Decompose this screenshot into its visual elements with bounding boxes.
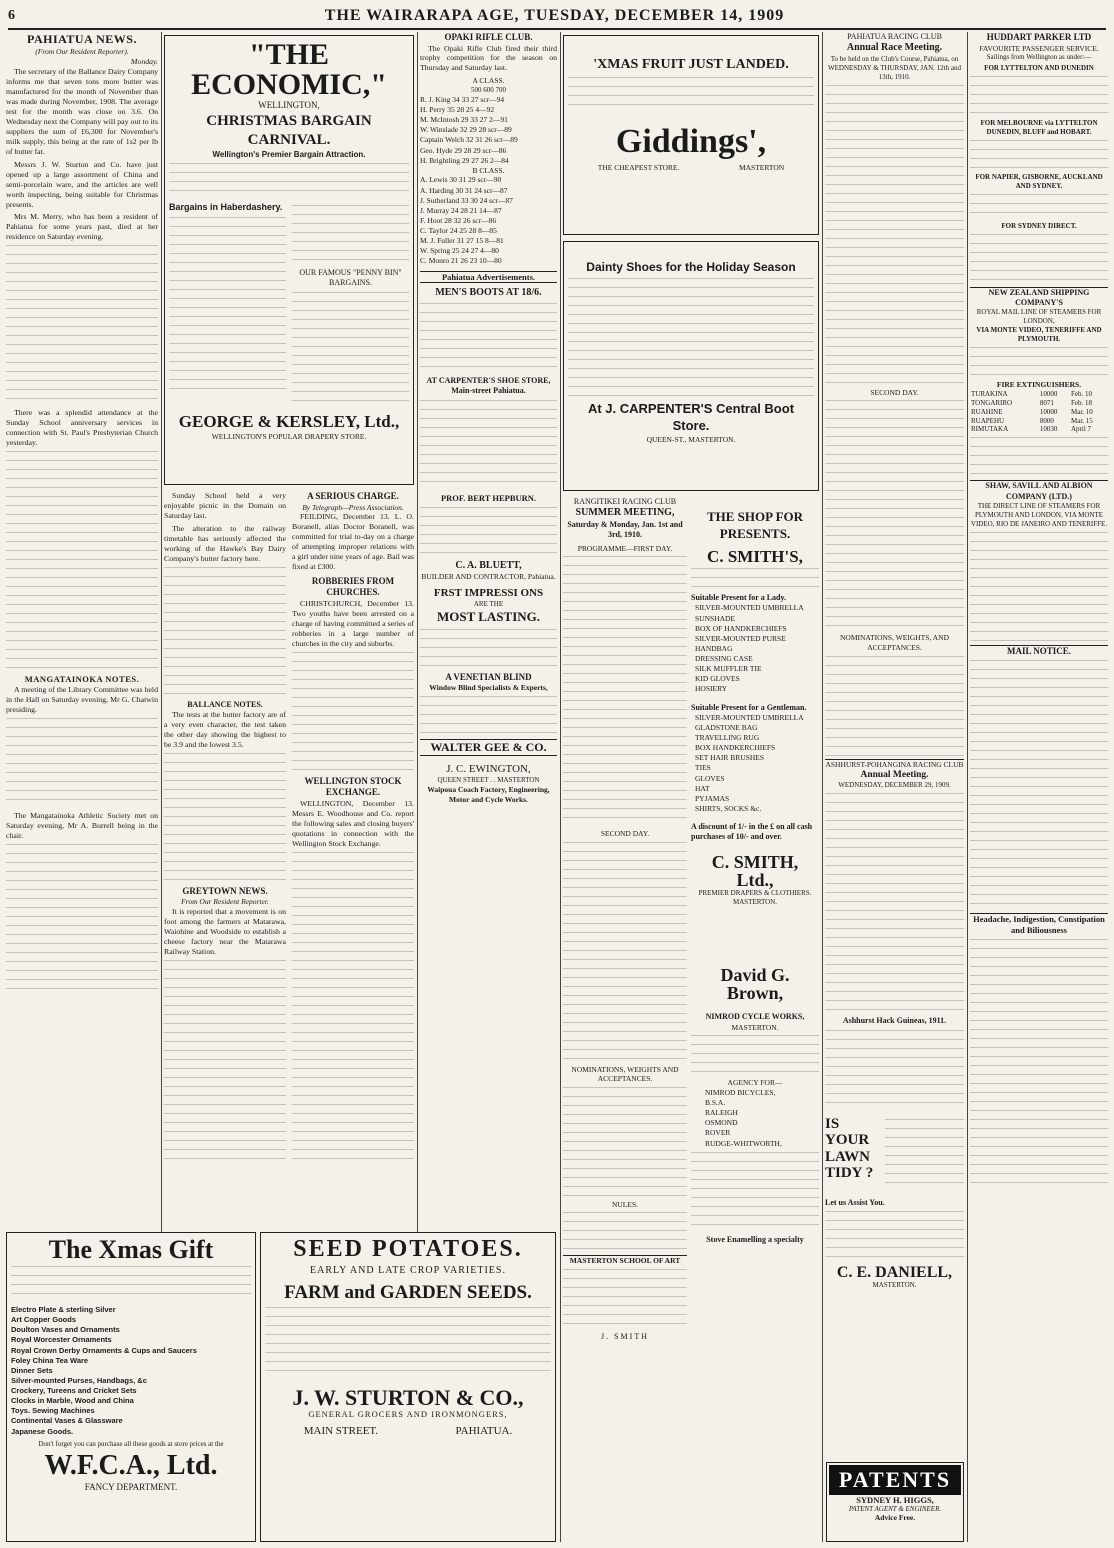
score-row: H. Brightling 29 27 26 2—84	[420, 155, 509, 165]
text-block	[825, 85, 964, 385]
ship-tons: 10000	[1039, 407, 1058, 416]
score-row: A. Lewis 30 31 29 scr—90	[420, 175, 502, 185]
column-3	[420, 32, 557, 1230]
article-paragraph: The Opaki Rifle Club fired their third trophy competition for the season on Thursday and Saturday last.	[420, 43, 557, 73]
article-paragraph: It is reported that a movement is on foot among the farmers at Matarawa, Waiohine and Woodside to establish a cheese factory near the Matarawa Railway Station.	[164, 907, 286, 956]
monte-video-line: VIA MONTE VIDEO, TENERIFFE AND PLYMOUTH.	[976, 326, 1102, 344]
text-block	[6, 451, 158, 671]
shaw-savill-line: THE DIRECT LINE OF STEAMERS FOR PLYMOUTH AND LONDON, VIA MONTE VIDEO, RIO DE JANEIRO AND TENERIFFE.	[970, 501, 1108, 528]
column-7	[970, 32, 1108, 1542]
list-item: GLADSTONE BAG	[695, 722, 758, 732]
article-paragraph: WELLINGTON, December 13. Messrs E. Woodhouse and Co. report the following sales and closing buyers' quotations in connection with the Wellington Stock Exchange.	[292, 798, 414, 848]
daniell-town: MASTERTON.	[872, 1280, 917, 1289]
ship-date: Mar. 10	[1071, 407, 1093, 416]
ashhurst-cup: Ashhurst Hack Guineas, 1911.	[842, 1016, 947, 1026]
text-block	[970, 194, 1108, 219]
text-block	[563, 1212, 687, 1252]
lawn-line-4: TIDY ?	[825, 1165, 874, 1182]
list-item: SET HAIR BRUSHES	[695, 753, 765, 763]
dateline: Monday.	[130, 56, 158, 66]
score-row: A. Harding 30 31 24 scr—87	[420, 185, 508, 195]
ashhurst-date: WEDNESDAY, DECEMBER 29, 1909.	[838, 781, 951, 790]
list-item: Art Copper Goods	[11, 1315, 76, 1325]
ship-tons: 10000	[1039, 389, 1058, 398]
seed-potatoes-title: SEED POTATOES.	[293, 1236, 523, 1262]
royal-mail-line: ROYAL MAIL LINE OF STEAMERS FOR LONDON,	[976, 308, 1102, 326]
text-block	[292, 652, 414, 772]
text-block	[169, 217, 286, 397]
carnival-title: CHRISTMAS BARGAIN CARNIVAL.	[206, 112, 372, 148]
list-item: SHIRTS, SOCKS &c.	[695, 803, 762, 813]
masthead	[8, 4, 1106, 30]
text-block	[6, 245, 158, 405]
giddings-title: Giddings',	[615, 122, 767, 160]
lyttelton-heading: FOR LYTTELTON AND DUNEDIN	[984, 64, 1094, 73]
text-block	[563, 842, 687, 1062]
text-block	[970, 939, 1108, 1189]
table-row	[970, 425, 1108, 434]
score-row: R. J. King 34 33 27 scr—94	[420, 94, 505, 104]
text-block	[292, 205, 409, 265]
sydney-heading: FOR SYDNEY DIRECT.	[1001, 221, 1077, 230]
text-block	[825, 656, 964, 756]
carpenter-address: QUEEN-ST., MASTERTON.	[646, 434, 736, 444]
seed-potatoes-advert	[260, 1232, 556, 1542]
list-item: HAT	[695, 783, 710, 793]
nz-shipping-heading: NEW ZEALAND SHIPPING COMPANY'S	[970, 287, 1108, 308]
impressions-line-2: ARE THE	[473, 600, 504, 609]
list-item: KID GLOVES	[695, 674, 740, 684]
text-block	[292, 292, 409, 402]
nominations-heading: NOMINATIONS, WEIGHTS AND ACCEPTANCES.	[571, 1064, 679, 1084]
text-block	[420, 400, 557, 490]
table-row	[970, 417, 1108, 426]
class-a-heading: A CLASS.	[472, 76, 505, 86]
ship-name: RIMUTAKA	[971, 425, 1009, 434]
score-row: Captain Welch 32 31 26 scr—89	[420, 135, 518, 145]
economic-tagline: Wellington's Premier Bargain Attraction.	[212, 149, 366, 159]
text-block	[164, 753, 286, 883]
newspaper-title: THE WAIRARAPA AGE, TUESDAY, DECEMBER 14, 1909	[324, 7, 785, 24]
class-b-scores	[420, 175, 557, 266]
column-2a	[164, 491, 286, 1226]
text-block	[825, 793, 964, 1013]
impressions-line-3: MOST LASTING.	[436, 609, 541, 624]
george-kersley-title: GEORGE & KERSLEY, Ltd.,	[178, 411, 400, 431]
bluett-subtitle: BUILDER AND CONTRACTOR, Pahiatua.	[421, 572, 556, 582]
summer-meeting-heading: SUMMER MEETING,	[575, 507, 675, 519]
annual-race-dates: To be held on the Club's Course, Pahiatua, on WEDNESDAY & THURSDAY, JAN. 12th and 13th, 1910.	[828, 55, 961, 81]
article-paragraph: There was a splendid attendance at the Sunday School anniversary services in connection with St. Paul's Presbyterian Church yesterday.	[6, 408, 158, 448]
nimrod-works: NIMROD CYCLE WORKS,	[705, 1012, 805, 1022]
lawn-line-1: IS	[825, 1115, 840, 1132]
text-block	[825, 400, 964, 630]
sturton-title: J. W. STURTON & CO.,	[292, 1385, 524, 1410]
text-block	[970, 76, 1108, 116]
article-paragraph: Mrs M. Merry, who has been a resident of Pahiatua for some years past, died at her residence on Saturday evening.	[6, 212, 158, 242]
score-row: F. Hoot 28 32 26 scr—86	[420, 215, 497, 225]
school-of-art-heading: MASTERTON SCHOOL OF ART	[563, 1255, 687, 1266]
list-item: DRESSING CASE	[695, 654, 753, 664]
lawn-line-2: YOUR	[825, 1132, 870, 1149]
mail-notice-heading: MAIL NOTICE.	[970, 645, 1108, 658]
annual-race-heading: Annual Race Meeting.	[846, 42, 943, 54]
text-block	[825, 1211, 964, 1261]
xmas-gift-note: Don't forget you can purchase all these goods at store prices at the	[38, 1439, 224, 1448]
list-item: TIES	[695, 763, 711, 773]
text-block	[420, 696, 557, 736]
j-smith-signature: J. SMITH	[600, 1332, 649, 1342]
lawn-heading	[825, 1116, 881, 1192]
article-paragraph: The tests at the butter factory are of a very even character, the test taken the other day showing the highest to be 3.9 and the lowest 3.5.	[164, 710, 286, 749]
stock-heading: WELLINGTON STOCK EXCHANGE.	[304, 775, 402, 798]
page-number: 6	[8, 8, 15, 23]
text-block	[970, 660, 1108, 910]
carpenter-shoe-store: AT CARPENTER'S SHOE STORE, Main-street Pahiatua.	[426, 376, 551, 396]
ashhurst-heading: ASHHURST-POHANGINA RACING CLUB	[825, 759, 964, 769]
list-item: Royal Worcester Ornaments	[11, 1335, 112, 1345]
text-block	[169, 163, 409, 199]
score-row: W. Winslade 32 29 28 scr—89	[420, 125, 512, 135]
score-row: J. Murray 24 28 21 14—87	[420, 205, 502, 215]
shaw-savill-heading: SHAW, SAVILL AND ALBION COMPANY (LTD.)	[970, 480, 1108, 501]
scores-header: 500 600 700	[471, 86, 506, 95]
list-item: TRAVELLING RUG	[695, 733, 760, 743]
huddart-heading: HUDDART PARKER LTD	[986, 32, 1092, 42]
list-item: Japanese Goods.	[11, 1426, 74, 1436]
list-item: OSMOND	[705, 1118, 738, 1128]
column-6	[825, 32, 964, 1542]
text-block	[885, 1119, 964, 1189]
score-row: W. Spring 25 24 27 4—80	[420, 246, 499, 256]
text-block	[970, 532, 1108, 642]
list-item: BOX HANDKERCHIEFS	[695, 743, 776, 753]
bluett-heading: C. A. BLUETT,	[455, 559, 522, 571]
ewington-tagline: Waipoua Coach Factory, Engineering, Motor and Cycle Works.	[427, 785, 550, 804]
dainty-shoes-heading: Dainty Shoes for the Holiday Season	[586, 260, 796, 274]
score-row: M. McIntosh 29 33 27 2—91	[420, 115, 508, 125]
higgs-title: PATENT AGENT & ENGINEER.	[848, 1505, 942, 1513]
text-block	[691, 1035, 819, 1075]
ship-name: RUAHINE	[971, 407, 1003, 416]
carpenter-central-heading: At J. CARPENTER'S Central Boot Store.	[587, 401, 795, 433]
seed-potatoes-subtitle: EARLY AND LATE CROP VARIETIES.	[310, 1265, 506, 1276]
list-item: SUNSHADE	[695, 613, 736, 623]
racing-column	[563, 497, 687, 1542]
ship-date: April 7	[1071, 425, 1092, 434]
economic-town: WELLINGTON,	[258, 100, 320, 110]
list-item: Royal Crown Derby Ornaments & Cups and Saucers	[11, 1345, 197, 1355]
higgs-name: SYDNEY H. HIGGS,	[856, 1495, 934, 1505]
headache-heading: Headache, Indigestion, Constipation and Biliousness	[970, 913, 1108, 936]
list-item: NIMROD BICYCLES,	[705, 1087, 776, 1097]
text-block	[563, 556, 687, 826]
list-item: HANDBAG	[695, 643, 733, 653]
nominations-heading: NOMINATIONS, WEIGHTS, AND ACCEPTANCES.	[839, 633, 950, 653]
column-2b	[292, 491, 414, 1226]
advice-free: Advice Free.	[874, 1513, 916, 1522]
mangatainoka-heading: MANGATAINOKA NOTES.	[24, 674, 140, 685]
economic-advert	[164, 35, 414, 485]
score-row: C. Monro 21 26 23 10—80	[420, 256, 502, 266]
economic-title: "THE ECONOMIC,"	[191, 38, 387, 101]
text-block	[970, 347, 1108, 377]
opaki-heading: OPAKI RIFLE CLUB.	[444, 32, 533, 42]
daniell-title: C. E. DANIELL,	[836, 1263, 953, 1281]
column-4	[563, 32, 819, 1542]
list-item: Crockery, Tureens and Cricket Sets	[11, 1386, 137, 1395]
wfca-subtitle: FANCY DEPARTMENT.	[84, 1481, 178, 1492]
lady-list	[695, 603, 819, 694]
ship-name: RUAPEHU	[971, 416, 1005, 425]
list-item: GLOVES	[695, 773, 725, 783]
ewington-heading: J. C. EWINGTON,	[446, 763, 531, 776]
text-block	[568, 77, 814, 113]
text-block	[825, 1030, 964, 1110]
agency-heading: AGENCY FOR—	[727, 1078, 783, 1088]
list-item: Toys. Sewing Machines	[11, 1406, 95, 1416]
serious-charge-heading: A SERIOUS CHARGE.	[307, 491, 399, 501]
text-block	[420, 507, 557, 557]
venetian-blind-heading: A VENETIAN BLIND	[445, 671, 532, 682]
giddings-advert	[563, 35, 819, 235]
list-item: SILK MUFFLER TIE	[695, 664, 762, 674]
text-block	[420, 303, 557, 373]
stove-enamelling: Stove Enamelling a specialty	[706, 1234, 804, 1244]
article-paragraph: The alteration to the railway timetable has seriously affected the working of the Hawke's Bay Dairy Company's butter factory here.	[164, 523, 286, 563]
list-item: RUDGE-WHITWORTH,	[705, 1138, 782, 1148]
brown-town: MASTERTON.	[731, 1022, 779, 1032]
pahiatua-news-heading: PAHIATUA NEWS.	[27, 32, 137, 46]
c-smith-ltd-subtitle: PREMIER DRAPERS & CLOTHIERS. MASTERTON.	[698, 888, 812, 906]
giddings-subtitle: THE CHEAPEST STORE.	[597, 162, 680, 172]
list-item: SILVER-MOUNTED UMBRELLA	[695, 712, 804, 722]
greytown-heading: GREYTOWN NEWS.	[182, 885, 268, 896]
nules-heading: NULES.	[611, 1199, 639, 1209]
column-rule	[560, 32, 561, 1542]
table-row	[970, 408, 1108, 417]
pahiatua-adverts-heading: Pahiatua Advertisements.	[420, 271, 557, 284]
text-block	[563, 1087, 687, 1197]
article-paragraph: FEILDING, December 13. L. O. Boranell, alias Doctor Boranell, was committed for trial to-day on a charge of attempting improper relations with a girl under nine years of age. Bail was fixed at £300.	[292, 512, 414, 571]
byline: (From Our Resident Reporter).	[35, 47, 129, 57]
text-block	[6, 844, 158, 994]
discount-note: A discount of 1/- in the £ on all cash purchases of 10/- and over.	[691, 822, 813, 842]
text-block	[970, 140, 1108, 170]
sturton-subtitle: GENERAL GROCERS AND IRONMONGERS,	[308, 1409, 508, 1419]
haberdashery-heading: Bargains in Haberdashery.	[169, 202, 283, 213]
list-item: ROVER	[705, 1128, 731, 1138]
score-row: C. Taylor 24 25 28 8—85	[420, 226, 497, 236]
xmas-gift-title: The Xmas Gift	[48, 1235, 214, 1264]
ballance-heading: BALLANCE NOTES.	[187, 699, 263, 709]
score-row: Geo. Hyde 29 28 29 scr—86	[420, 145, 507, 155]
giddings-town: MASTERTON	[738, 162, 785, 172]
pahiatua-racing-heading: PAHIATUA RACING CLUB	[847, 32, 942, 41]
class-b-heading: B CLASS.	[472, 165, 505, 175]
ship-name: TONGARIRO	[971, 398, 1013, 407]
c-smiths-title: C. SMITH'S,	[707, 547, 803, 567]
class-a-scores	[420, 95, 557, 166]
column-rule	[822, 32, 823, 1542]
ship-tons: 10030	[1039, 425, 1058, 434]
text-block	[265, 1307, 551, 1377]
robberies-heading: ROBBERIES FROM CHURCHES.	[311, 575, 395, 598]
gent-list	[695, 713, 819, 814]
napier-heading: FOR NAPIER, GISBORNE, AUCKLAND AND SYDNEY.	[975, 172, 1103, 190]
text-block	[568, 278, 814, 398]
article-paragraph: CHRISTCHURCH, December 13. Two youths have been arrested on a charge of having committed a series of robberies in a large number of churches in the city and suburbs.	[292, 598, 414, 648]
ashhurst-annual: Annual Meeting.	[860, 770, 929, 781]
walter-gee-heading: WALTER GEE & CO.	[420, 739, 557, 756]
text-block	[970, 234, 1108, 284]
sailings-line: Sailings from Wellington as under:—	[986, 53, 1092, 62]
rangitikei-heading: RANGITIKEI RACING CLUB	[573, 497, 677, 506]
boots-heading: MEN'S BOOTS AT 18/6.	[435, 287, 542, 299]
blind-specialists: Window Blind Specialists & Experts,	[429, 683, 548, 693]
wfca-title: W.F.C.A., Ltd.	[44, 1449, 218, 1481]
list-item: Continental Vases & Glassware	[11, 1416, 123, 1426]
george-kersley-subtitle: WELLINGTON'S POPULAR DRAPERY STORE.	[211, 432, 367, 442]
patents-advert	[826, 1462, 964, 1542]
summer-dates: Saturday & Monday, Jan. 1st and 3rd, 1910.	[567, 520, 683, 540]
list-item: SILVER-MOUNTED UMBRELLA	[695, 603, 804, 613]
ship-tons: 8000	[1039, 416, 1054, 425]
article-paragraph: The Mangatainoka Athletic Society met on Saturday evening, Mr A. Burrell being in the chair.	[6, 811, 158, 840]
text-block	[292, 852, 414, 1162]
list-item: HOSIERY	[695, 684, 728, 694]
sturton-street: MAIN STREET.	[303, 1425, 379, 1437]
text-block	[691, 568, 819, 590]
gent-heading: Suitable Present for a Gentleman.	[691, 702, 807, 712]
ship-name: TURAKINA	[971, 389, 1008, 398]
list-item: Doulton Vases and Ornaments	[11, 1325, 120, 1335]
list-item: B.S.A.	[705, 1098, 726, 1108]
list-item: Electro Plate & sterling Silver	[11, 1305, 116, 1314]
second-day-heading: SECOND DAY.	[870, 387, 919, 397]
text-block	[420, 629, 557, 669]
lawn-line-3: LAWN	[825, 1148, 871, 1165]
text-block	[6, 718, 158, 808]
score-row: H. Perry 35 28 25 4—92	[420, 105, 495, 115]
column-rule	[967, 32, 968, 1542]
favourite-service: FAVOURITE PASSENGER SERVICE.	[979, 43, 1099, 53]
sailings-table	[970, 390, 1108, 435]
list-item: SILVER-MOUNTED PURSE	[695, 633, 786, 643]
list-item: Clocks in Marble, Wood and China	[11, 1396, 134, 1406]
shop-for-presents-heading: THE SHOP FOR PRESENTS.	[706, 509, 804, 541]
col5	[691, 497, 819, 1542]
serious-byline: By Telegraph—Press Association.	[302, 502, 404, 512]
programme-heading: PROGRAMME—FIRST DAY.	[577, 543, 673, 553]
assist-heading: Let us Assist You.	[825, 1197, 885, 1207]
c-smith-ltd-title: C. SMITH, Ltd.,	[711, 851, 799, 890]
farm-seeds-title: FARM and GARDEN SEEDS.	[284, 1282, 532, 1303]
melbourne-heading: FOR MELBOURNE via LYTTELTON DUNEDIN, BLUFF and HOBART.	[980, 119, 1098, 136]
ship-date: Mar. 15	[1071, 416, 1093, 425]
text-block	[164, 960, 286, 1160]
text-block	[164, 567, 286, 697]
article-paragraph: Messrs J. W. Sturton and Co. have just opened up a large assortment of China and semi-porcelain ware, and the articles are well worth inspecting, being suitable for Christmas presents.	[6, 159, 158, 209]
ship-date: Feb. 18	[1071, 398, 1092, 407]
xmas-fruit-heading: 'XMAS FRUIT JUST LANDED.	[593, 57, 789, 72]
text-block	[970, 437, 1108, 477]
list-item: Foley China Tea Ware	[11, 1355, 89, 1365]
table-row	[970, 399, 1108, 408]
text-block	[563, 1269, 687, 1329]
ship-tons: 8071	[1039, 398, 1054, 407]
ship-date: Feb. 10	[1071, 389, 1092, 398]
patents-title: PATENTS	[829, 1465, 961, 1495]
hepburn-heading: PROF. BERT HEPBURN.	[440, 492, 537, 503]
penny-bin-heading: OUR FAMOUS "PENNY BIN" BARGAINS.	[299, 268, 402, 288]
article-paragraph: The secretary of the Ballance Dairy Company informs me that seven tons more butter was manufactured for the month of November than was made during November, 1908. The average test for the month was close on 3.6. On Wednesday next the Company will pay out to its suppliers the sum of £6,300 for November's milk supply, this being at the rate of 1s2 per lb of butter fat.	[6, 66, 158, 156]
dainty-shoes-advert	[563, 241, 819, 491]
second-day-heading: SECOND DAY.	[600, 829, 650, 839]
list-item: BOX OF HANDKERCHIEFS	[695, 623, 787, 633]
table-row	[970, 390, 1108, 399]
david-brown-title: David G. Brown,	[720, 965, 790, 1004]
list-item: PYJAMAS	[695, 793, 730, 803]
fire-extinguishers: FIRE EXTINGUISHERS.	[996, 380, 1082, 390]
list-item: RALEIGH	[705, 1108, 738, 1118]
article-paragraph: Sunday School held a very enjoyable picnic in the Domain on Saturday last.	[164, 491, 286, 520]
list-item: Silver-mounted Purses, Handbags, &c	[11, 1375, 147, 1385]
text-block	[691, 1152, 819, 1232]
lady-heading: Suitable Present for a Lady.	[691, 593, 787, 603]
score-row: J. Sutherland 33 30 24 scr—87	[420, 195, 513, 205]
impressions-heading: FRST IMPRESSI ONS	[433, 586, 544, 599]
agency-list	[705, 1088, 819, 1149]
greytown-byline: From Our Resident Reporter.	[181, 897, 269, 907]
score-row: M. J. Fuller 31 27 15 8—81	[420, 236, 504, 246]
ewington-address: QUEEN STREET . . MASTERTON	[437, 776, 540, 785]
article-paragraph: A meeting of the Library Committee was held in the Hall on Saturday evening, Mr G. Chatwin presiding.	[6, 685, 158, 715]
sturton-town: PAHIATUA.	[455, 1425, 513, 1437]
list-item: Dinner Sets	[11, 1365, 53, 1375]
